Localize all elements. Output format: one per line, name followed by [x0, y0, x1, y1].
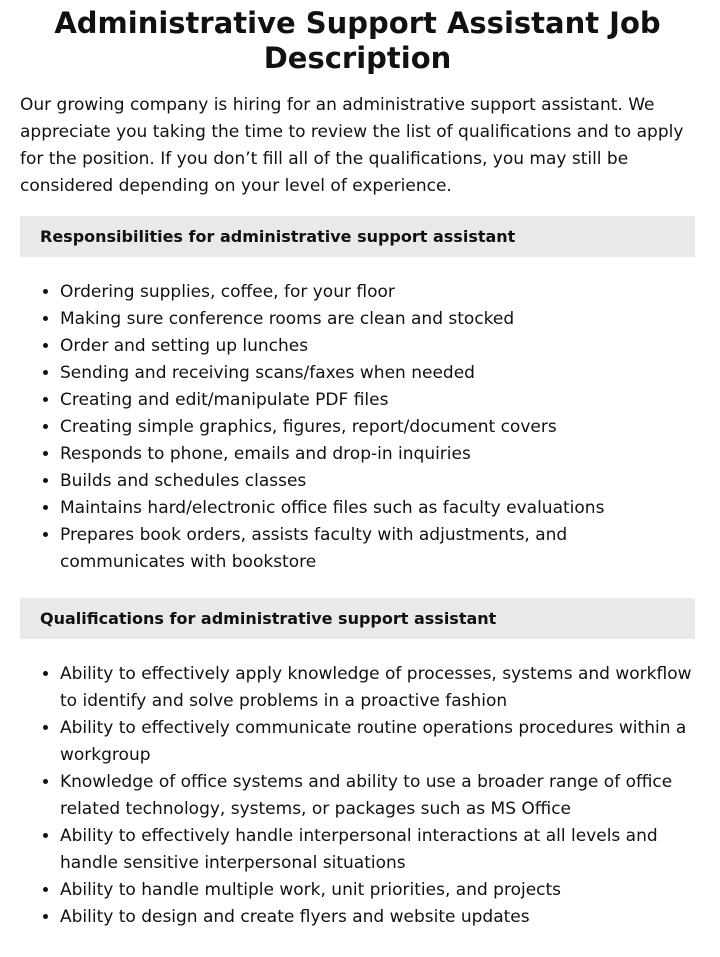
responsibilities-list [20, 279, 695, 576]
list-item: • Prepares book orders, assists faculty with adjustments, and communicates with bookstore [60, 522, 695, 576]
list-item: • Sending and receiving scans/faxes when needed [60, 360, 695, 387]
intro-paragraph: Our growing company is hiring for an administrative support assistant. We appreciate you taking the time to review the list of qualifications and to apply for the position. If you don’t fill all of the qualifications, you may still be considered depending on your level of experience. [20, 95, 684, 196]
list-item: • Creating and edit/manipulate PDF files [60, 387, 695, 414]
list-item: • Knowledge of office systems and ability to use a broader range of office related technology, systems, or packages such as MS Office [60, 769, 695, 823]
list-item: • Order and setting up lunches [60, 333, 695, 360]
list-item: • Ability to handle multiple work, unit priorities, and projects [60, 877, 695, 904]
list-item: • Ability to effectively communicate routine operations procedures within a workgroup [60, 715, 695, 769]
qualifications-heading: Qualifications for administrative support assistant [20, 598, 695, 639]
list-item: • Creating simple graphics, figures, report/document covers [60, 414, 695, 441]
list-item: • Builds and schedules classes [60, 468, 695, 495]
list-item: • Maintains hard/electronic office files such as faculty evaluations [60, 495, 695, 522]
list-item: • Ability to effectively apply knowledge of processes, systems and workflow to identify and solve problems in a proactive fashion [60, 661, 695, 715]
page-title: Administrative Support Assistant Job Description [54, 6, 661, 75]
list-item: • Ability to effectively handle interpersonal interactions at all levels and handle sensitive interpersonal situations [60, 823, 695, 877]
list-item: • Ordering supplies, coffee, for your floor [60, 279, 695, 306]
qualifications-list [20, 661, 695, 931]
list-item: • Responds to phone, emails and drop-in inquiries [60, 441, 695, 468]
responsibilities-heading: Responsibilities for administrative support assistant [20, 216, 695, 257]
list-item: • Making sure conference rooms are clean and stocked [60, 306, 695, 333]
list-item: • Ability to design and create flyers and website updates [60, 904, 695, 931]
